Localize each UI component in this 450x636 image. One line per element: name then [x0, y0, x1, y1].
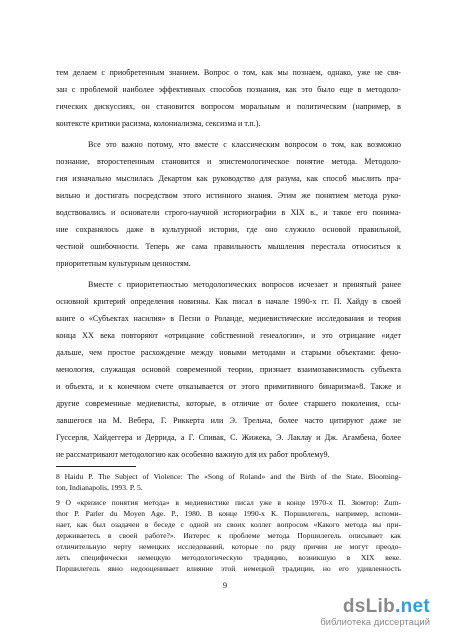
body-line: Все это важно потому, что вместе с классическим вопросом о том, как возможно — [88, 140, 401, 149]
body-line: Гуссерля, Хайдеггера и Деррида, а Г. Спивак, С. Жижека, Э. Лаклау и Дж. Агамбена, более — [56, 433, 401, 442]
body-line: не рассматривают методологию как особенно важную для их работ проблему9. — [56, 450, 330, 459]
body-line: другие современные медиевисты, которые, в отличие от более старшего поколения, ссы- — [56, 399, 401, 408]
footnote-line: thor P. Parler du Moyen Age. P., 1980. В конце 1990-х К. Поршилегель, например, вспоми- — [56, 509, 401, 518]
watermark-logo — [320, 597, 430, 617]
body-line: гия изначально мыслилась Декартом как руководство для разума, как способ мыслить пра- — [56, 174, 401, 183]
body-line: конца XX века повторяют «отрицание собственной генеалогии», и это отрицание «идет — [56, 331, 401, 340]
watermark-logo-suffix: .net — [395, 596, 430, 617]
body-line: контексте критики расизма, колониализма, сексизма и т.п.). — [56, 119, 261, 128]
footnote-line: 8 Haidu P. The Subject of Violence: The «Song of Roland» and the Birth of the State. Blooming- — [56, 472, 401, 481]
body-line: книге о «Субъектах насилия» в Песни о Роланде, медиевистические исследования и теория — [56, 314, 401, 323]
footnote-line: ton, Indianapolis, 1993. P. 5. — [56, 483, 143, 492]
page-number: 9 — [222, 580, 228, 590]
footnote-line: 9 О «кризисе понятия метода» в медиевистике писал уже в конце 1970-х П. Зюмтор: Zum- — [56, 498, 401, 507]
watermark-subtitle: библиотека диссертаций — [320, 617, 430, 628]
site-watermark[interactable] — [320, 597, 430, 628]
footnote-line: леть специфически немецкую методологическую традицию, возникшую в XIX веке. — [56, 553, 401, 562]
body-line: водствовались и основатели строго-научной историографии в XIX в., и такое его понима- — [56, 208, 401, 217]
body-line: менология, служащая основой современной теории, признает взаимозависимость субъекта — [56, 365, 401, 374]
watermark-logo-main: dsLib — [342, 596, 396, 617]
body-line: зан с проблемой наиболее эффективных способов познания, как это было еще в методоло- — [56, 85, 401, 94]
body-line: познание, второстепенным становится и эпистемологическое понятие метода. Методоло- — [56, 157, 401, 166]
body-line: честной ошибочности. Теперь же сама правильность мышления перестала относиться к — [56, 242, 401, 251]
footnote-line: отличительную черту немецких исследований, которые по ряду причин не могут преодо- — [56, 542, 401, 551]
body-line: и объекта, и к конечном счете отказывается от этого примитивного бинаризма»8. Также и — [56, 382, 401, 391]
body-line: Вместе с приоритетностью методологических вопросов исчезает и принятый ранее — [88, 280, 401, 289]
footnote-line: Поршилегель явно недооценивает влияние этой немецкой традиции, но его удивленность — [56, 564, 401, 573]
body-line: тем делаем с приобретенным знанием. Вопрос о том, как мы познаем, однако, уже не свя- — [56, 68, 401, 77]
body-line: дальше, чем простое расхождение между новыми методами и старыми объектами: фено- — [56, 348, 401, 357]
body-line: приоритетным культурным ценностям. — [56, 259, 191, 268]
body-line: гических дискуссиях, он становится вопросом моральным и политическим (например, в — [56, 102, 401, 111]
body-line: вильно и достигать посредством этого истинного знания. Этим же понятием метода руко- — [56, 191, 401, 200]
body-line: ние сохранялось даже в культурной истории, где оно служило основой правильной, — [56, 225, 401, 234]
footnote-line: нает, как был озадачен в беседе с одной из своих коллег вопросом «Какого метода вы при- — [56, 520, 401, 529]
body-line: лавшегося на М. Вебера, Г. Риккерта или Э. Трельча, более часто цитируют даже не — [56, 416, 401, 425]
body-line: основной критерий определения новизны. Как писал в начале 1990-х гг. П. Хайду в своей — [56, 297, 401, 306]
footnote-line: держиваетесь в своей работе?». Интерес к проблеме метода Поршилегель описывает как — [56, 531, 401, 540]
